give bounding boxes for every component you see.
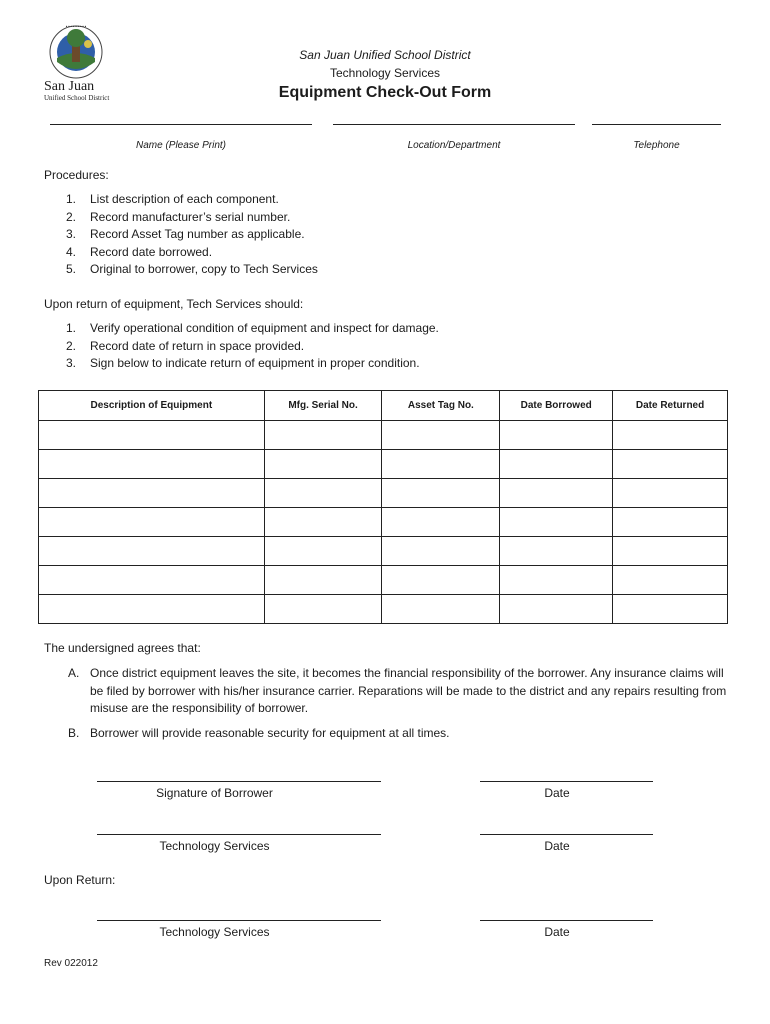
clause-text: Borrower will provide reasonable security for equipment at all times. bbox=[90, 726, 450, 740]
list-item: 5. Original to borrower, copy to Tech Services bbox=[66, 262, 318, 276]
table-cell[interactable] bbox=[39, 450, 265, 479]
table-cell[interactable] bbox=[382, 566, 500, 595]
district-name: San Juan Unified School District bbox=[299, 48, 471, 62]
table-cell[interactable] bbox=[382, 595, 500, 624]
borrower-date-line[interactable] bbox=[480, 781, 653, 782]
clause-text: Once district equipment leaves the site, it becomes the financial responsibility of the borrower. Any insurance claims will be filed by borrower with his/her insurance carrier. Reparations will be made to the district and any repairs resulting from misuse are the responsibility of borrower. bbox=[90, 666, 727, 715]
column-header-description: Description of Equipment bbox=[39, 391, 265, 421]
table-cell[interactable] bbox=[39, 566, 265, 595]
return-date-line[interactable] bbox=[480, 920, 653, 921]
table-cell[interactable] bbox=[613, 450, 728, 479]
tech-signature-line[interactable] bbox=[97, 834, 381, 835]
table-cell[interactable] bbox=[39, 508, 265, 537]
table-cell[interactable] bbox=[264, 537, 382, 566]
table-cell[interactable] bbox=[39, 537, 265, 566]
logo-name: San Juan bbox=[44, 79, 95, 94]
telephone-field-label: Telephone bbox=[633, 140, 680, 151]
column-header-asset-tag: Asset Tag No. bbox=[382, 391, 500, 421]
table-cell[interactable] bbox=[500, 537, 613, 566]
location-field-line[interactable] bbox=[333, 124, 575, 125]
table-row bbox=[39, 450, 728, 479]
table-cell[interactable] bbox=[264, 421, 382, 450]
borrower-date-label: Date bbox=[544, 786, 570, 800]
table-row bbox=[39, 566, 728, 595]
district-seal-icon bbox=[44, 22, 108, 80]
return-tech-signature-line[interactable] bbox=[97, 920, 381, 921]
list-item: 3. Sign below to indicate return of equipment in proper condition. bbox=[66, 356, 420, 370]
list-item: 1. List description of each component. bbox=[66, 192, 279, 206]
table-cell[interactable] bbox=[39, 595, 265, 624]
agreement-heading: The undersigned agrees that: bbox=[44, 641, 201, 655]
borrower-signature-line[interactable] bbox=[97, 781, 381, 782]
table-row bbox=[39, 595, 728, 624]
table-header-row bbox=[39, 391, 728, 421]
clause-letter: B. bbox=[68, 726, 80, 740]
table-cell[interactable] bbox=[500, 508, 613, 537]
agreement-clause-b bbox=[68, 725, 728, 743]
district-logo bbox=[44, 22, 108, 106]
list-item: 2. Record manufacturer’s serial number. bbox=[66, 209, 291, 224]
table-cell[interactable] bbox=[39, 479, 265, 508]
borrower-signature-label: Signature of Borrower bbox=[156, 786, 273, 800]
table-cell[interactable] bbox=[264, 479, 382, 508]
table-cell[interactable] bbox=[500, 566, 613, 595]
equipment-table bbox=[38, 390, 728, 624]
table-cell[interactable] bbox=[382, 508, 500, 537]
list-item: 4. Record date borrowed. bbox=[66, 244, 213, 259]
list-item: 2. Record date of return in space provided. bbox=[66, 338, 305, 353]
revision-code: Rev 022012 bbox=[44, 958, 98, 969]
upon-return-heading: Upon Return: bbox=[44, 873, 116, 887]
name-field-label: Name (Please Print) bbox=[135, 140, 227, 151]
table-cell[interactable] bbox=[39, 421, 265, 450]
tech-signature-label: Technology Services bbox=[159, 839, 270, 853]
table-cell[interactable] bbox=[382, 479, 500, 508]
clause-letter: A. bbox=[68, 666, 80, 680]
tech-date-label: Date bbox=[544, 839, 570, 853]
table-cell[interactable] bbox=[500, 421, 613, 450]
table-cell[interactable] bbox=[613, 479, 728, 508]
department-name: Technology Services bbox=[329, 66, 441, 80]
table-row bbox=[39, 479, 728, 508]
svg-text:•••••••••: ••••••••• bbox=[65, 24, 87, 29]
table-cell[interactable] bbox=[264, 450, 382, 479]
table-cell[interactable] bbox=[613, 508, 728, 537]
table-cell[interactable] bbox=[613, 595, 728, 624]
return-procedures-list bbox=[44, 320, 439, 373]
list-item: 3. Record Asset Tag number as applicable. bbox=[66, 227, 305, 241]
table-cell[interactable] bbox=[500, 595, 613, 624]
table-cell[interactable] bbox=[613, 566, 728, 595]
table-cell[interactable] bbox=[382, 421, 500, 450]
procedures-heading: Procedures: bbox=[44, 168, 109, 182]
table-cell[interactable] bbox=[382, 537, 500, 566]
table-cell[interactable] bbox=[382, 450, 500, 479]
telephone-field-line[interactable] bbox=[592, 124, 721, 125]
return-procedures-heading: Upon return of equipment, Tech Services should: bbox=[44, 297, 304, 311]
tech-date-line[interactable] bbox=[480, 834, 653, 835]
return-date-label: Date bbox=[544, 925, 570, 939]
name-field-line[interactable] bbox=[50, 124, 312, 125]
table-row bbox=[39, 421, 728, 450]
form-title: Equipment Check-Out Form bbox=[278, 84, 492, 101]
table-cell[interactable] bbox=[264, 508, 382, 537]
table-cell[interactable] bbox=[264, 595, 382, 624]
return-tech-signature-label: Technology Services bbox=[159, 925, 270, 939]
column-header-serial: Mfg. Serial No. bbox=[264, 391, 382, 421]
column-header-date-returned: Date Returned bbox=[613, 391, 728, 421]
table-cell[interactable] bbox=[264, 566, 382, 595]
table-row bbox=[39, 537, 728, 566]
column-header-date-borrowed: Date Borrowed bbox=[500, 391, 613, 421]
table-cell[interactable] bbox=[613, 537, 728, 566]
table-row bbox=[39, 508, 728, 537]
table-cell[interactable] bbox=[500, 450, 613, 479]
location-field-label: Location/Department bbox=[407, 140, 501, 151]
table-cell[interactable] bbox=[613, 421, 728, 450]
agreement-clause-a bbox=[68, 665, 728, 718]
procedures-list bbox=[44, 191, 318, 279]
logo-subtitle: Unified School District bbox=[44, 94, 110, 102]
table-cell[interactable] bbox=[500, 479, 613, 508]
list-item: 1. Verify operational condition of equipment and inspect for damage. bbox=[66, 321, 439, 335]
